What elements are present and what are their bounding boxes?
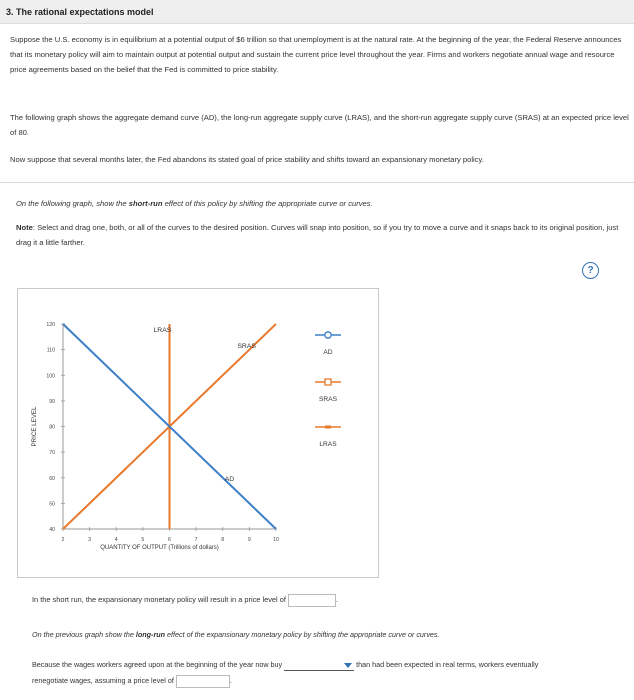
- short-run-instruction: [16, 196, 634, 211]
- instruction-text-end: effect of this policy by shifting the appropriate curve or curves.: [162, 199, 373, 208]
- legend-square-marker: [325, 379, 331, 385]
- x-tick-label: 6: [168, 537, 171, 543]
- legend-circle-marker: [325, 332, 331, 338]
- x-tick-label: 9: [247, 537, 251, 543]
- short-run-price-input[interactable]: [288, 594, 336, 607]
- legend-dash-marker: [325, 426, 331, 429]
- y-tick-label: 80: [49, 424, 55, 431]
- long-run-price-input[interactable]: [176, 675, 230, 688]
- x-tick-label: 4: [114, 537, 118, 543]
- q3-text-c: renegotiate wages, assuming a price level of: [32, 676, 174, 685]
- x-tick-label: 2: [61, 537, 65, 543]
- q1-text: In the short run, the expansionary monetary policy will result in a price level of: [32, 595, 286, 604]
- ad-curve-label: AD: [224, 475, 235, 483]
- q2-emphasis: long-run: [135, 630, 166, 639]
- note-text: : Select and drag one, both, or all of the curves to the desired position. Curves will snap into position, so if you try to move a curve and it snaps back to its original position, just drag it a little farther.: [16, 223, 619, 247]
- note-label: Note: [16, 223, 33, 232]
- y-tick-label: 50: [49, 501, 55, 508]
- q3-text-a: Because the wages workers agreed upon at the beginning of the year now buy: [32, 660, 283, 669]
- q3-line-1: [32, 657, 632, 672]
- intro-paragraph-2: The following graph shows the aggregate demand curve (AD), the long-run aggregate supply curve (LRAS), and the short-run aggregate supply curve (SRAS) at an expected price level of 80.: [10, 113, 629, 137]
- q3-suffix: .: [229, 676, 232, 685]
- question-title: 3. The rational expectations model: [0, 0, 634, 24]
- instruction-text: On the following graph, show the: [16, 199, 129, 208]
- y-tick-label: 40: [49, 527, 55, 533]
- ad-as-graph: [18, 289, 378, 577]
- q1-line: [32, 592, 634, 607]
- q3-text-b: than had been expected in real terms, workers eventually: [356, 660, 539, 669]
- y-axis-label: PRICE LEVEL: [31, 406, 38, 447]
- x-tick-label: 8: [221, 537, 225, 543]
- y-tick-label: 60: [49, 475, 55, 482]
- section-divider: [0, 182, 634, 183]
- y-tick-label: 120: [46, 322, 55, 328]
- q2-text: On the previous graph show the: [32, 630, 136, 639]
- sras-curve-label: SRAS: [237, 343, 256, 351]
- sras-legend-label: SRAS: [319, 396, 337, 403]
- x-tick-label: 10: [273, 537, 279, 543]
- y-tick-label: 110: [46, 347, 55, 354]
- drag-note: [16, 220, 628, 250]
- intro-paragraph-1: Suppose the U.S. economy is in equilibrium at a potential output of $6 trillion so that unemployment is at the natural rate. At the beginning of the year, the Federal Reserve announces that its monetary policy will aim to maintain output at potential output and sustain the current price level throughout the year. Firms and workers negotiate annual wage and resource price agreements based on the belief that the Fed is committed to price stability.: [10, 35, 622, 74]
- help-icon[interactable]: ?: [582, 262, 599, 279]
- y-tick-label: 90: [49, 398, 55, 405]
- long-run-instruction: [32, 627, 634, 642]
- intro-paragraph-3: Now suppose that several months later, the Fed abandons its stated goal of price stability and shifts toward an expansionary monetary policy.: [10, 155, 484, 164]
- ad-legend-label: AD: [323, 349, 333, 356]
- graph-panel: [17, 288, 379, 578]
- q3-line-2: [32, 673, 634, 688]
- x-tick-label: 5: [141, 537, 145, 543]
- lras-legend-label: LRAS: [319, 441, 337, 448]
- lras-curve-label: LRAS: [153, 327, 172, 334]
- y-tick-label: 70: [49, 450, 55, 457]
- q2-text-end: effect of the expansionary monetary policy by shifting the appropriate curve or curves.: [165, 630, 440, 639]
- chevron-down-icon: [344, 663, 352, 668]
- q1-suffix: .: [335, 595, 338, 604]
- y-tick-label: 100: [46, 373, 55, 380]
- x-axis-label: QUANTITY OF OUTPUT (Trillions of dollars): [100, 545, 219, 551]
- x-tick-label: 7: [194, 537, 198, 543]
- x-tick-label: 3: [88, 537, 92, 543]
- instruction-emphasis: short-run: [128, 199, 163, 208]
- real-wage-dropdown[interactable]: [284, 660, 354, 671]
